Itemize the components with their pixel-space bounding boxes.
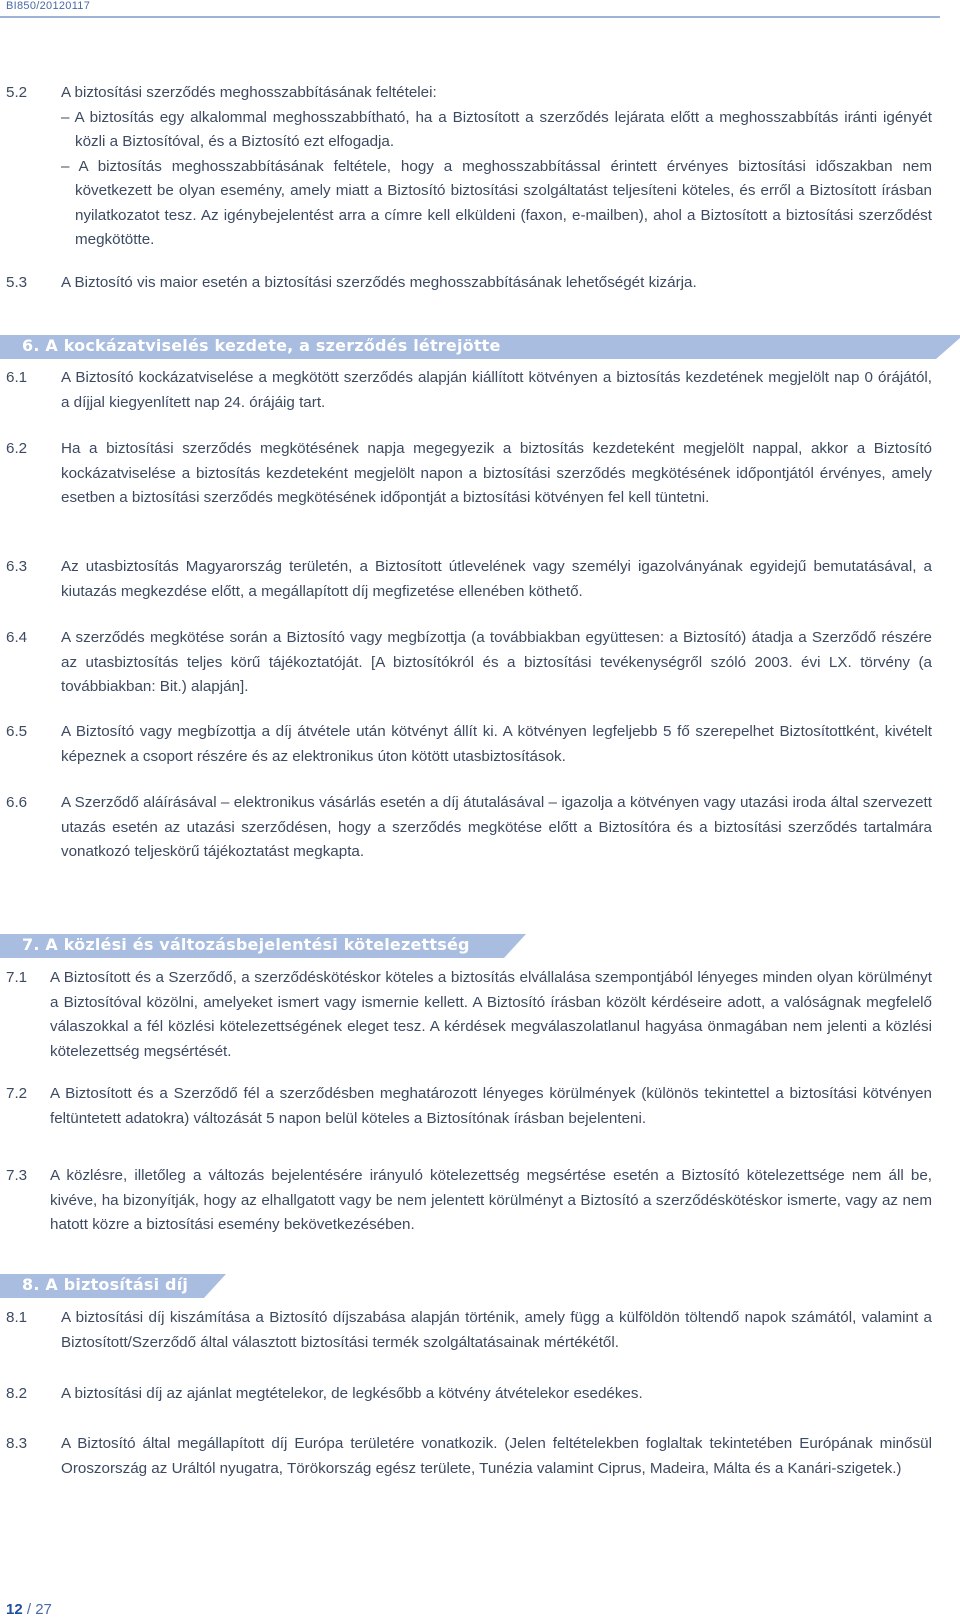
paragraph-text: A Biztosító által megállapított díj Európa területére vonatkozik. (Jelen feltételekben foglaltak tekintetében Európának minősül Oroszország az Uráltól nyugatra, Törökország egész területe, Tunézia valamint Ciprus, Madeira, Málta és a Kanári-szigetek.) xyxy=(61,1435,932,1477)
paragraph-text: A szerződés megkötése során a Biztosító vagy megbízottja (a továbbiakban együttesen: a Biztosító) átadja a Szerződő részére az utasbiztosítás teljes körű tájékoztatóját. [A biztosítókról és a biztosítási tevékenységről szóló 2003. évi LX. törvény (a továbbiakban: Bit.) alapján]. xyxy=(61,629,932,695)
paragraph-text: A Biztosító kockázatviselése a megkötött szerződés alapján kiállított kötvényen a biztosítás kezdetének megjelölt nap 0 órájától, a díjjal kiegyenlített nap 24. órájáig tart. xyxy=(61,369,932,411)
paragraph-text: A biztosítási díj az ajánlat megtételekor, de legkésőbb a kötvény átvételekor esedékes. xyxy=(61,1385,643,1402)
paragraph-5-2 xyxy=(6,81,932,253)
paragraph-title: A biztosítási szerződés meghosszabbításának feltételei: xyxy=(61,84,437,101)
paragraph-number: 8.3 xyxy=(6,1435,28,1452)
paragraph-number: 7.2 xyxy=(6,1085,28,1102)
paragraph-text: A Biztosított és a Szerződő, a szerződéskötéskor köteles a biztosítás elvállalása szempontjából lényeges minden olyan körülményt a Biztosítóval közölni, amelyeket ismert vagy ismernie kellett. A Biztosító írásban közölt kérdéseire adott, a valóságnak megfelelő válaszokkal a fél közlési kötelezettségének eleget tesz. A kérdések megválaszolatlanul hagyása önmagában nem jelenti a közlési kötelezettség megsértését. xyxy=(50,969,932,1060)
document-code: BI850/20120117 xyxy=(6,0,91,12)
paragraph-number: 8.2 xyxy=(6,1385,28,1402)
paragraph-text: A Szerződő aláírásával – elektronikus vásárlás esetén a díj átutalásával – igazolja a kötvényen vagy utazási iroda által szervezett utazás esetén az utazási szerződésen, hogy a szerződés megkötése előtt a Biztosítóra és a biztosítási szerződés tartalmára vonatkozó teljeskörű tájékoztatást megkapta. xyxy=(61,794,932,860)
paragraph-number: 8.1 xyxy=(6,1309,28,1326)
paragraph-number: 5.3 xyxy=(6,274,28,291)
paragraph-5-3 xyxy=(6,271,932,296)
paragraph-text: Az utasbiztosítás Magyarország területén, a Biztosított útlevelének vagy személyi igazolványának egyidejű bemutatásával, a kiutazás megkezdése előtt, a megállapított díj megfizetése ellenében köthető. xyxy=(61,558,932,600)
current-page: 12 xyxy=(6,1601,23,1618)
paragraph-number: 7.3 xyxy=(6,1167,28,1184)
paragraph-6-3 xyxy=(6,555,932,604)
paragraph-6-2 xyxy=(6,437,932,511)
paragraph-text: A közlésre, illetőleg a változás bejelentésére irányuló kötelezettség megsértése esetén a Biztosító kötelezettsége nem áll be, kivéve, ha bizonyítják, hogy az elhallgatott vagy be nem jelentett körülményt a Biztosító a szerződéskötéskor ismerte, vagy az nem hatott közre a biztosítási esemény bekövetkezésében. xyxy=(50,1167,932,1233)
paragraph-7-2 xyxy=(6,1082,932,1131)
section-title: 7. A közlési és változásbejelentési kötelezettség xyxy=(22,935,470,954)
section-heading-8 xyxy=(0,1274,960,1298)
paragraph-8-2 xyxy=(6,1382,932,1407)
paragraph-7-3 xyxy=(6,1164,932,1238)
section-title: 6. A kockázatviselés kezdete, a szerződés létrejötte xyxy=(22,336,501,355)
paragraph-8-3 xyxy=(6,1432,932,1481)
section-title: 8. A biztosítási díj xyxy=(22,1275,189,1294)
paragraph-text: Ha a biztosítási szerződés megkötésének napja megegyezik a biztosítás kezdeteként megjelölt nappal, akkor a Biztosító kockázatviselése a biztosítás kezdeteként megjelölt napon a biztosítási szerződés megkötésének időpontjától érvényes, amely esetben a biztosítási szerződés megkötésének időpontját a biztosítási kötvényen fel kell tüntetni. xyxy=(61,440,932,506)
paragraph-6-5 xyxy=(6,720,932,769)
paragraph-text: A Biztosító vagy megbízottja a díj átvétele után kötvényt állít ki. A kötvényen legfeljebb 5 fő szerepelhet Biztosítottként, kivételt képeznek a csoport részére és az elektronikus úton kötött utasbiztosítások. xyxy=(61,723,932,765)
total-pages: / 27 xyxy=(26,1601,52,1618)
paragraph-6-1 xyxy=(6,366,932,415)
paragraph-6-6 xyxy=(6,791,932,865)
paragraph-8-1 xyxy=(6,1306,932,1355)
section-heading-6 xyxy=(0,335,960,359)
list-item: – A biztosítás egy alkalommal meghosszabbítható, ha a Biztosított a szerződés lejárata előtt a meghosszabbítás iránti igényét közli a Biztosítóval, és a Biztosító ezt elfogadja. xyxy=(61,108,932,150)
paragraph-number: 7.1 xyxy=(6,969,28,986)
paragraph-text: A Biztosított és a Szerződő fél a szerződésben meghatározott lényeges körülmények (különös tekintettel a biztosítási kötvényen feltüntetett adatokra) változását 5 napon belül köteles a Biztosítónak írásban bejelenteni. xyxy=(50,1085,932,1127)
paragraph-number: 6.2 xyxy=(6,440,28,457)
paragraph-6-4 xyxy=(6,626,932,700)
paragraph-number: 6.5 xyxy=(6,723,28,740)
section-heading-7 xyxy=(0,934,960,958)
header-rule xyxy=(0,16,940,18)
paragraph-number: 6.6 xyxy=(6,794,28,811)
paragraph-text: A Biztosító vis maior esetén a biztosítási szerződés meghosszabbításának lehetőségét kizárja. xyxy=(61,274,697,291)
paragraph-number: 6.1 xyxy=(6,369,28,386)
paragraph-number: 6.4 xyxy=(6,629,28,646)
paragraph-7-1 xyxy=(6,966,932,1064)
paragraph-number: 5.2 xyxy=(6,84,28,101)
page-number xyxy=(6,1601,52,1618)
paragraph-number: 6.3 xyxy=(6,558,28,575)
list-item: – A biztosítás meghosszabbításának feltétele, hogy a meghosszabbítással érintett érvényes biztosítási időszakban nem következett be olyan esemény, amely miatt a Biztosító biztosítási szolgáltatást teljesíteni köteles, és erről a Biztosított írásban nyilatkozatot tesz. Az igénybejelentést arra a címre kell elküldeni (faxon, e-mailben), ahol a Biztosított a biztosítási szerződést megkötötte. xyxy=(61,157,932,248)
paragraph-text: A biztosítási díj kiszámítása a Biztosító díjszabása alapján történik, amely függ a külföldön töltendő napok számától, valamint a Biztosított/Szerződő által választott biztosítási termék szolgáltatásainak mértékétől. xyxy=(61,1309,932,1351)
